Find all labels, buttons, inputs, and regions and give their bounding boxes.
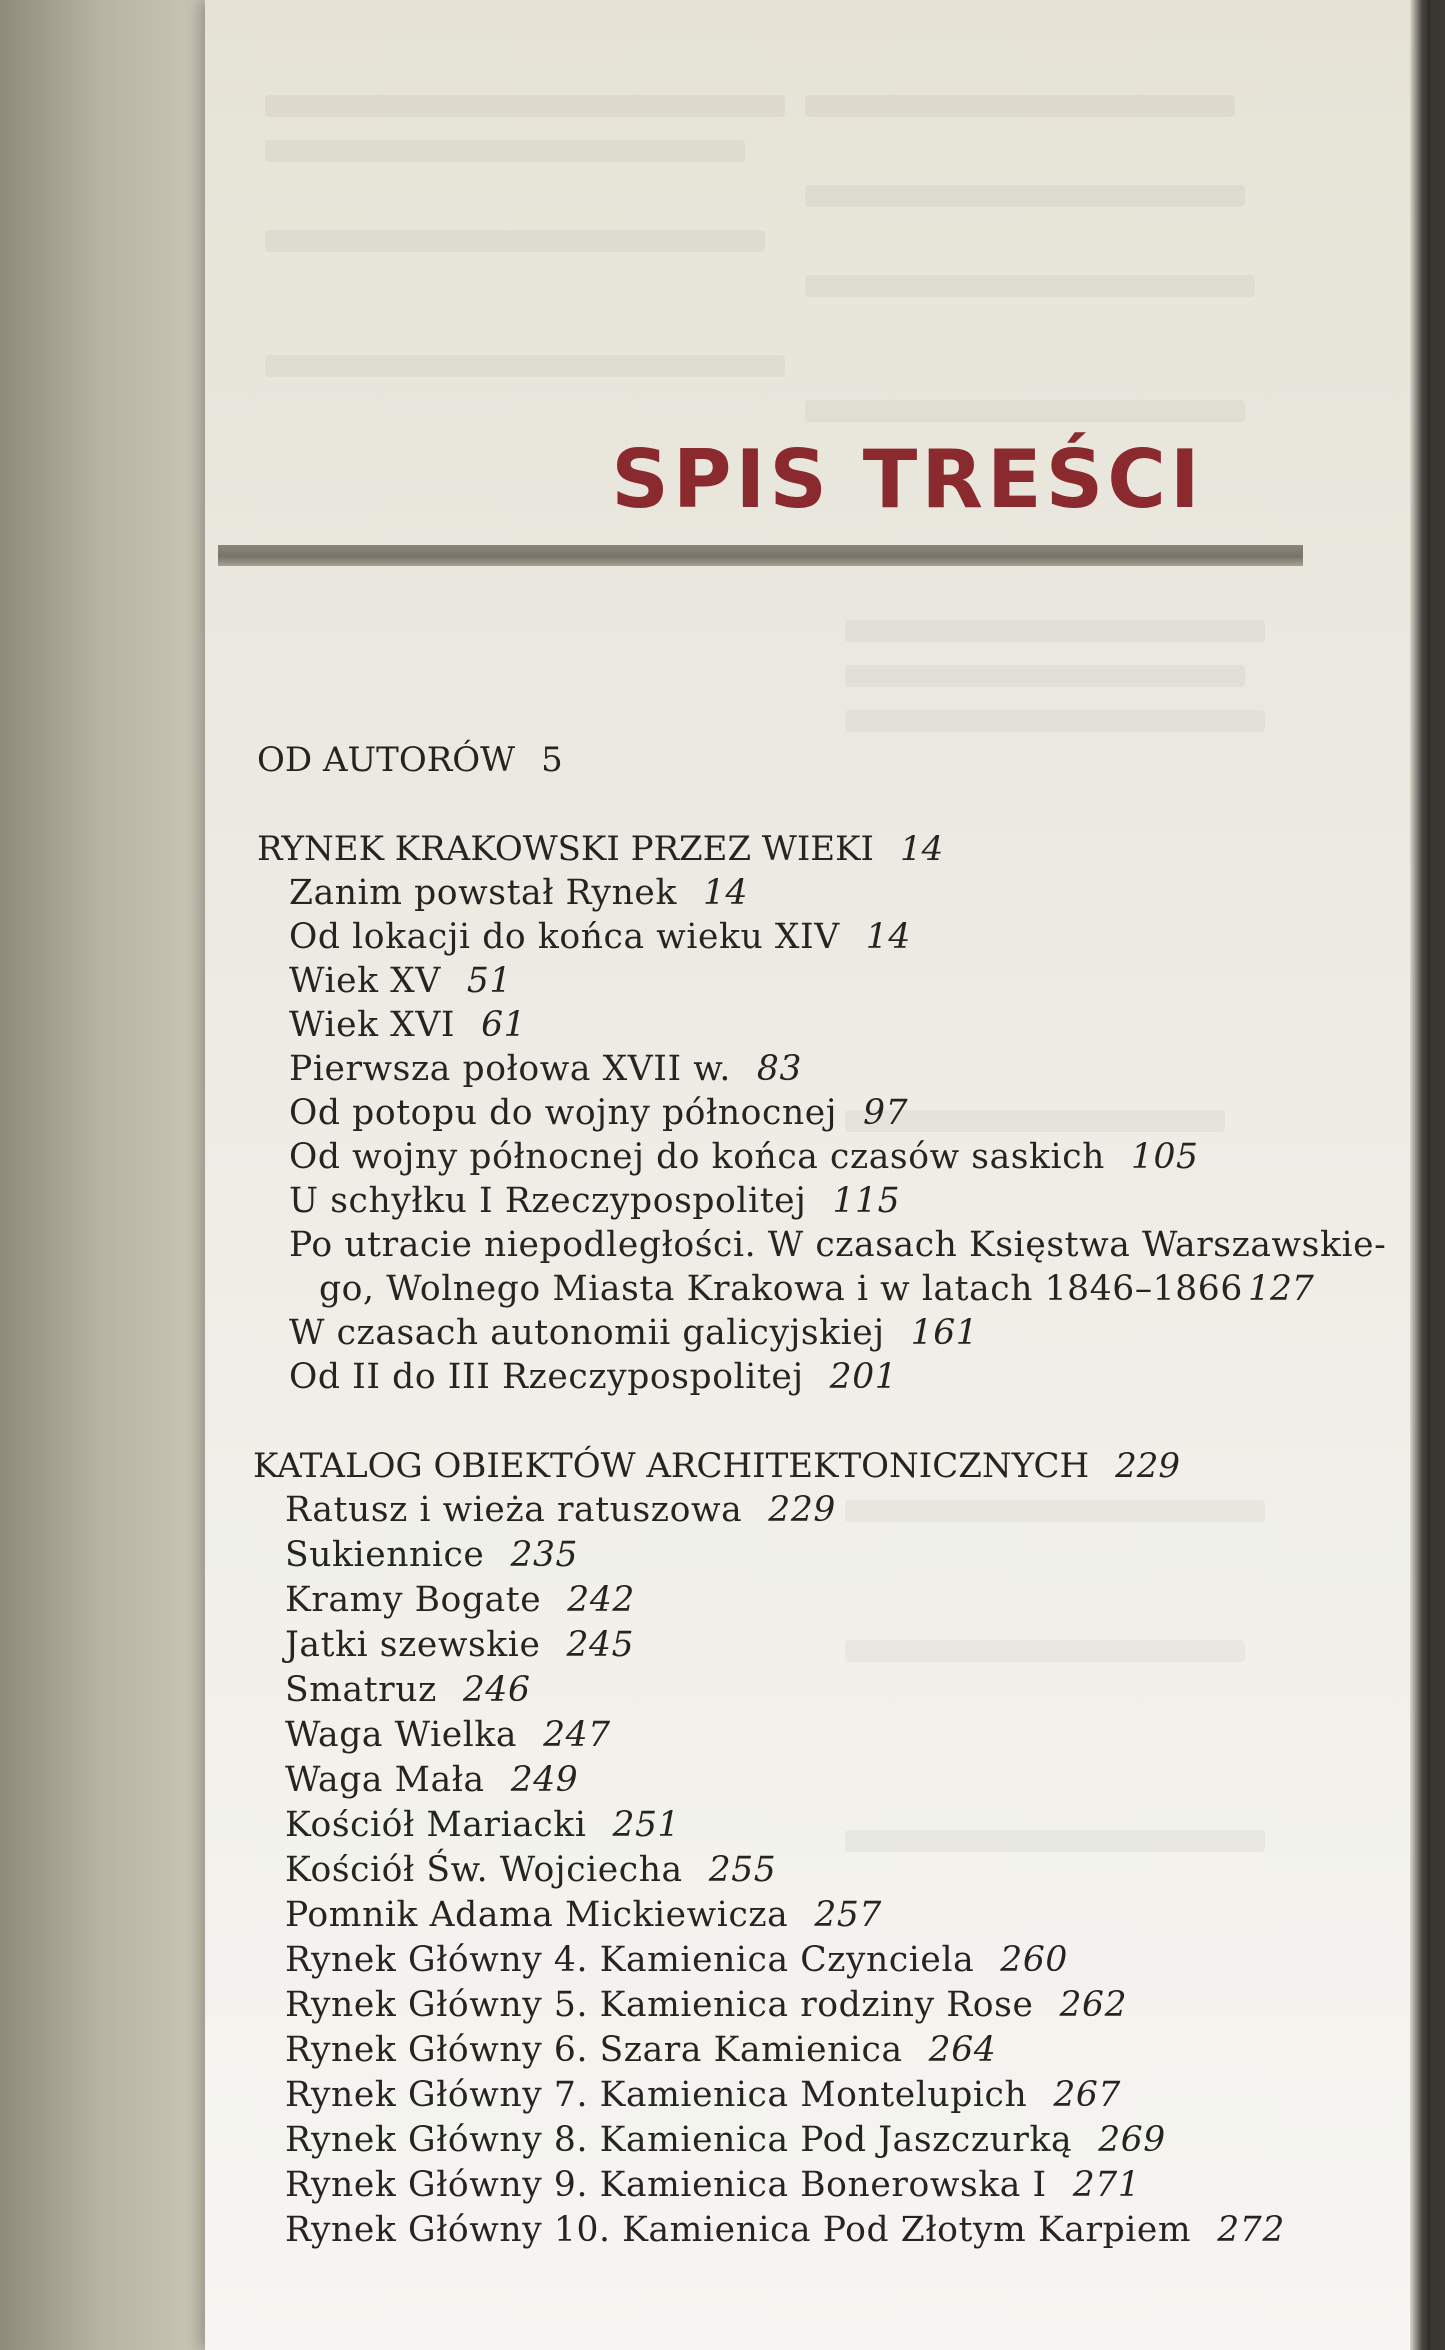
toc-page-number: 51: [466, 961, 512, 1001]
toc-entry-title: Pierwsza połowa XVII w.: [289, 1049, 731, 1089]
toc-entry-title: go, Wolnego Miasta Krakowa i w latach 1846–1866: [319, 1269, 1243, 1309]
toc-entry-title: U schyłku I Rzeczypospolitej: [289, 1181, 807, 1221]
toc-entry[interactable]: [285, 1758, 578, 1802]
toc-page-number: 83: [756, 1049, 802, 1089]
toc-entry[interactable]: [285, 1938, 1068, 1982]
toc-page-number: 264: [928, 2030, 997, 2070]
book-page: [205, 0, 1430, 2350]
toc-entry[interactable]: [285, 1803, 680, 1847]
toc-entry[interactable]: [289, 915, 911, 959]
page-title: SPIS TREŚCI: [611, 433, 1204, 526]
toc-entry[interactable]: [289, 1091, 908, 1135]
toc-entry[interactable]: [285, 2073, 1121, 2117]
toc-entry-title: Zanim powstał Rynek: [289, 873, 677, 913]
toc-page-number: 201: [829, 1357, 898, 1397]
toc-entry[interactable]: [289, 871, 748, 915]
toc-page-number: 260: [1000, 1940, 1068, 1980]
toc-page-number: 5: [541, 740, 563, 780]
toc-entry[interactable]: [285, 2028, 996, 2072]
toc-section-title: KATALOG OBIEKTÓW ARCHITEKTONICZNYCH: [253, 1446, 1090, 1486]
toc-entry[interactable]: [285, 2208, 1285, 2252]
toc-entry-title: Rynek Główny 8. Kamienica Pod Jaszczurką: [285, 2120, 1073, 2160]
toc-entry[interactable]: [289, 1135, 1199, 1179]
toc-section-heading[interactable]: [253, 1444, 1180, 1488]
toc-entry-title: Od potopu do wojny północnej: [289, 1093, 838, 1133]
toc-page-number: 115: [832, 1181, 901, 1221]
toc-entry[interactable]: [289, 959, 512, 1003]
toc-entry[interactable]: [289, 1223, 1386, 1267]
toc-page-number: 14: [899, 829, 944, 869]
toc-entry-title: Od wojny północnej do końca czasów saskich: [289, 1137, 1105, 1177]
toc-entry-title: Wiek XV: [289, 961, 441, 1001]
toc-page-number: 271: [1072, 2165, 1141, 2205]
toc-entry-title: Rynek Główny 7. Kamienica Montelupich: [285, 2075, 1028, 2115]
toc-page-number: 247: [543, 1715, 611, 1755]
toc-entry-title: Sukiennice: [285, 1535, 485, 1575]
toc-entry-title: Rynek Główny 4. Kamienica Czynciela: [285, 1940, 975, 1980]
toc-entry-title: Od lokacji do końca wieku XIV: [289, 917, 840, 957]
background-surface: [0, 0, 230, 2350]
toc-entry-title: Po utracie niepodległości. W czasach Księstwa Warszawskie-: [289, 1225, 1387, 1265]
toc-entry[interactable]: [285, 1488, 836, 1532]
toc-entry-title: Kościół Mariacki: [285, 1805, 587, 1845]
toc-page-number: 272: [1217, 2210, 1285, 2250]
toc-page-number: 97: [863, 1093, 909, 1133]
toc-entry[interactable]: [285, 1668, 531, 1712]
toc-page-number: 161: [910, 1313, 979, 1353]
toc-entry-title: Jatki szewskie: [285, 1625, 541, 1665]
toc-page-number: 235: [510, 1535, 579, 1575]
toc-entry-title: Wiek XVI: [289, 1005, 456, 1045]
toc-entry[interactable]: [289, 1179, 900, 1223]
toc-page-number: 105: [1130, 1137, 1199, 1177]
toc-entry-title: Rynek Główny 9. Kamienica Bonerowska I: [285, 2165, 1047, 2205]
toc-page-number: 61: [481, 1005, 527, 1045]
toc-entry-title: Kościół Św. Wojciecha: [285, 1850, 683, 1890]
toc-entry[interactable]: [285, 1713, 611, 1757]
toc-page-number: 245: [566, 1625, 635, 1665]
toc-page-number: 257: [814, 1895, 882, 1935]
table-of-contents: [205, 0, 1430, 2350]
toc-entry[interactable]: [285, 1848, 776, 1892]
toc-section-title: OD AUTORÓW: [257, 740, 516, 780]
toc-entry[interactable]: [289, 1355, 897, 1399]
toc-page-number: 229: [1115, 1446, 1181, 1486]
toc-entry-title: Rynek Główny 5. Kamienica rodziny Rose: [285, 1985, 1034, 2025]
toc-page-number: 267: [1053, 2075, 1121, 2115]
toc-entry[interactable]: [289, 1047, 802, 1091]
toc-entry-title: Waga Wielka: [285, 1715, 518, 1755]
toc-page-number: 14: [702, 873, 749, 913]
toc-page-number: 269: [1098, 2120, 1166, 2160]
toc-page-number: 262: [1059, 1985, 1128, 2025]
toc-section-heading[interactable]: [257, 827, 943, 871]
toc-page-number: 251: [612, 1805, 681, 1845]
toc-entry[interactable]: [285, 1623, 634, 1667]
toc-entry[interactable]: [285, 1533, 578, 1577]
toc-entry-title: Waga Mała: [285, 1760, 485, 1800]
toc-page-number: 255: [708, 1850, 777, 1890]
toc-section-heading[interactable]: [257, 738, 563, 782]
toc-entry-title: W czasach autonomii galicyjskiej: [289, 1313, 885, 1353]
page-edge-shadow: [1410, 0, 1430, 2350]
toc-page-number: 249: [510, 1760, 579, 1800]
toc-entry[interactable]: [289, 1311, 978, 1355]
toc-page-number: 246: [462, 1670, 531, 1710]
toc-entry-title: Ratusz i wieża ratuszowa: [285, 1490, 743, 1530]
toc-entry[interactable]: [285, 1983, 1127, 2027]
toc-entry[interactable]: [285, 1893, 882, 1937]
toc-entry-title: Pomnik Adama Mickiewicza: [285, 1895, 789, 1935]
toc-entry-title: Smatruz: [285, 1670, 437, 1710]
toc-page-number: 14: [865, 917, 911, 957]
toc-entry-title: Rynek Główny 10. Kamienica Pod Złotym Karpiem: [285, 2210, 1192, 2250]
toc-entry[interactable]: [285, 2118, 1166, 2162]
toc-page-number: 229: [768, 1490, 836, 1530]
toc-entry[interactable]: [285, 1578, 635, 1622]
toc-page-number: 127: [1248, 1269, 1314, 1309]
toc-entry-title: Rynek Główny 6. Szara Kamienica: [285, 2030, 903, 2070]
toc-entry[interactable]: [285, 2163, 1140, 2207]
toc-entry-title: Kramy Bogate: [285, 1580, 542, 1620]
toc-entry-title: Od II do III Rzeczypospolitej: [289, 1357, 804, 1397]
toc-entry-continuation[interactable]: [319, 1267, 1243, 1311]
toc-section-title: RYNEK KRAKOWSKI PRZEZ WIEKI: [257, 829, 874, 869]
toc-entry[interactable]: [289, 1003, 526, 1047]
toc-page-number: 242: [567, 1580, 635, 1620]
